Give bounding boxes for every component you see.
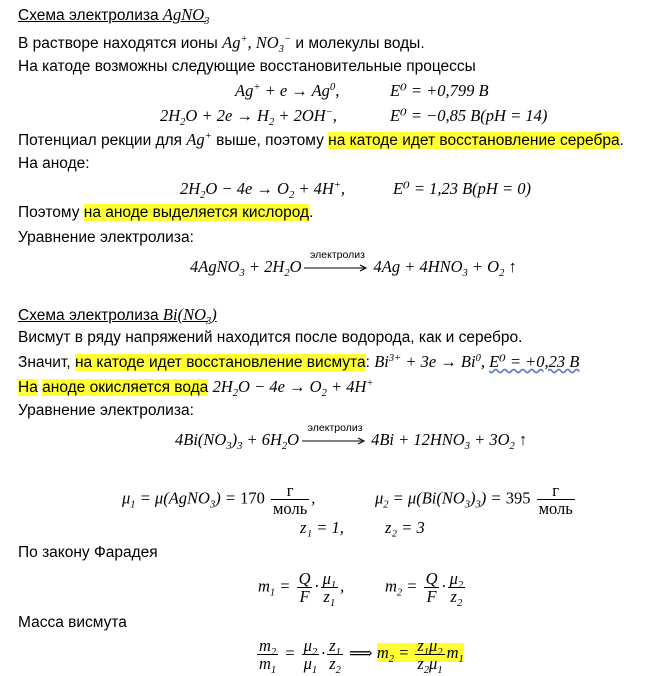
z1-value: z₁ = 1, [300, 518, 344, 537]
faraday-label: По закону Фарадея [18, 544, 158, 561]
molar-mass-1: $\mu_1$ = μ(AgNO$_3$) = 170 $\frac{г}{\text{моль}}$ , [122, 481, 316, 518]
ag-reduction-equation: $Ag^+ + e \to Ag^0$, [235, 81, 340, 100]
mass-label: Масса висмута [18, 614, 127, 631]
water-reduction-potential: E⁰ = −0,85 В(pH = 14) [390, 106, 548, 125]
water-oxidation-potential: E⁰ = 1,23 В(pH = 0) [393, 179, 531, 198]
highlight-silver-reduction: на катоде идет восстановление серебра [328, 132, 620, 149]
potential-line: Потенциал рекции для Ag+ выше, поэтому на катоде идет восстановление серебра. [18, 130, 624, 149]
equation-label-2: Уравнение электролиза: [18, 402, 194, 419]
therefore-line: Поэтому на аноде выделяется кислород. [18, 204, 314, 221]
molar-mass-2: $\mu_2 = \mu(Bi(NO_3)_3) = 395$ $\frac{г}{\text{моль}}$ [375, 481, 573, 518]
faraday-formula-2: $m_2$ = $\frac{Q}{F}$ · $\frac{\mu_2}{z_2}$ [385, 569, 464, 609]
mass-ratio-formula: $\frac{m_2}{m_1}$ = $\frac{\mu_2}{\mu_1}$ · $\frac{z_1}{z_2}$ ⟹ $m_2$ = $\frac{z_1\mu_2}{z_2\mu_1}$ $m_1$ [259, 636, 464, 676]
anode-label: На аноде: [18, 155, 90, 172]
electrolysis-equation-2: $4Bi(NO_3)_3 + 6H_2O$ электролиз $4Bi + 12HNO_3 + 3O_2$ ↑ [175, 422, 528, 452]
anode-water-line: На аноде окисляется вода $2H_2O - 4e \to O_2 + 4H^+$ [18, 377, 374, 399]
section2-title: Схема электролиза $Bi(NO_3)$ [18, 305, 217, 327]
electrolysis-arrow-1: электролиз [304, 261, 370, 275]
electrolysis-equation-1: 4AgNO$_3$ + $2H_2O$ электролиз $4Ag + 4HNO_3 + O_2$ ↑ [190, 249, 517, 279]
section1-title: Схема электролиза AgNO$_3$ [18, 5, 210, 27]
cathode-intro: На катоде возможны следующие восстановительные процессы [18, 58, 476, 75]
bismuth-line: Висмут в ряду напряжений находится после водорода, как и серебро. [18, 329, 523, 346]
ions-line: В растворе находятся ионы Ag+, $NO_3^-$ и молекулы воды. [18, 33, 425, 55]
faraday-formula-1: $m_1$ = $\frac{Q}{F}$ · $\frac{\mu_1}{z_1}$ , [258, 569, 345, 609]
water-oxidation-equation: $2H_2O - 4e \to O_2 + 4H^+$, [180, 179, 345, 201]
water-reduction-equation: $2H_2O + 2e \to H_2 + 2OH^-$, [160, 106, 337, 128]
equation-label-1: Уравнение электролиза: [18, 229, 194, 246]
electrolysis-arrow-2: электролиз [302, 434, 368, 448]
means-line: Значит, на катоде идет восстановление висмута: $Bi^{3+} + 3e \to Bi^0$, E⁰ = +0,23 В [18, 352, 580, 371]
z2-value: z₂ = 3 [385, 518, 425, 537]
ag-potential: E⁰ = +0,799 В [390, 81, 489, 100]
highlight-water-oxidation: аноде окисляется вода [42, 379, 209, 396]
highlight-oxygen: на аноде выделяется кислород [83, 204, 310, 221]
highlight-bismuth-reduction: на катоде идет восстановление висмута [74, 354, 366, 371]
